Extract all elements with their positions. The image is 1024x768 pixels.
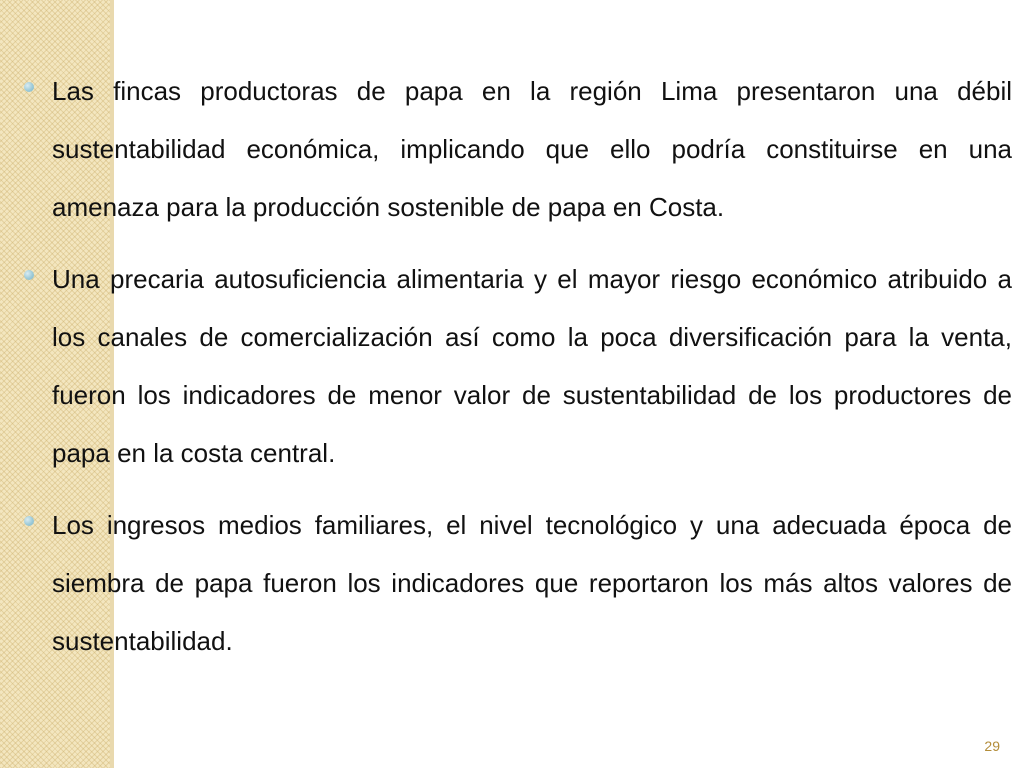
bullet-item <box>20 496 1012 670</box>
bullet-dot-icon <box>24 270 34 280</box>
bullet-dot-icon <box>24 516 34 526</box>
page-number: 29 <box>984 738 1000 754</box>
bullet-list <box>20 62 1012 684</box>
bullet-text: Las fincas productoras de papa en la región Lima presentaron una débil sustentabilidad económica, implicando que ello podría constituirse en una amenaza para la producción sostenible de papa en Costa. <box>52 76 1012 222</box>
bullet-item <box>20 250 1012 482</box>
bullet-dot-icon <box>24 82 34 92</box>
bullet-text: Los ingresos medios familiares, el nivel tecnológico y una adecuada época de siembra de papa fueron los indicadores que reportaron los más altos valores de sustentabilidad. <box>52 510 1012 656</box>
bullet-item <box>20 62 1012 236</box>
bullet-text: Una precaria autosuficiencia alimentaria y el mayor riesgo económico atribuido a los canales de comercialización así como la poca diversificación para la venta, fueron los indicadores de menor valor de sustentabilidad de los productores de papa en la costa central. <box>52 264 1012 468</box>
